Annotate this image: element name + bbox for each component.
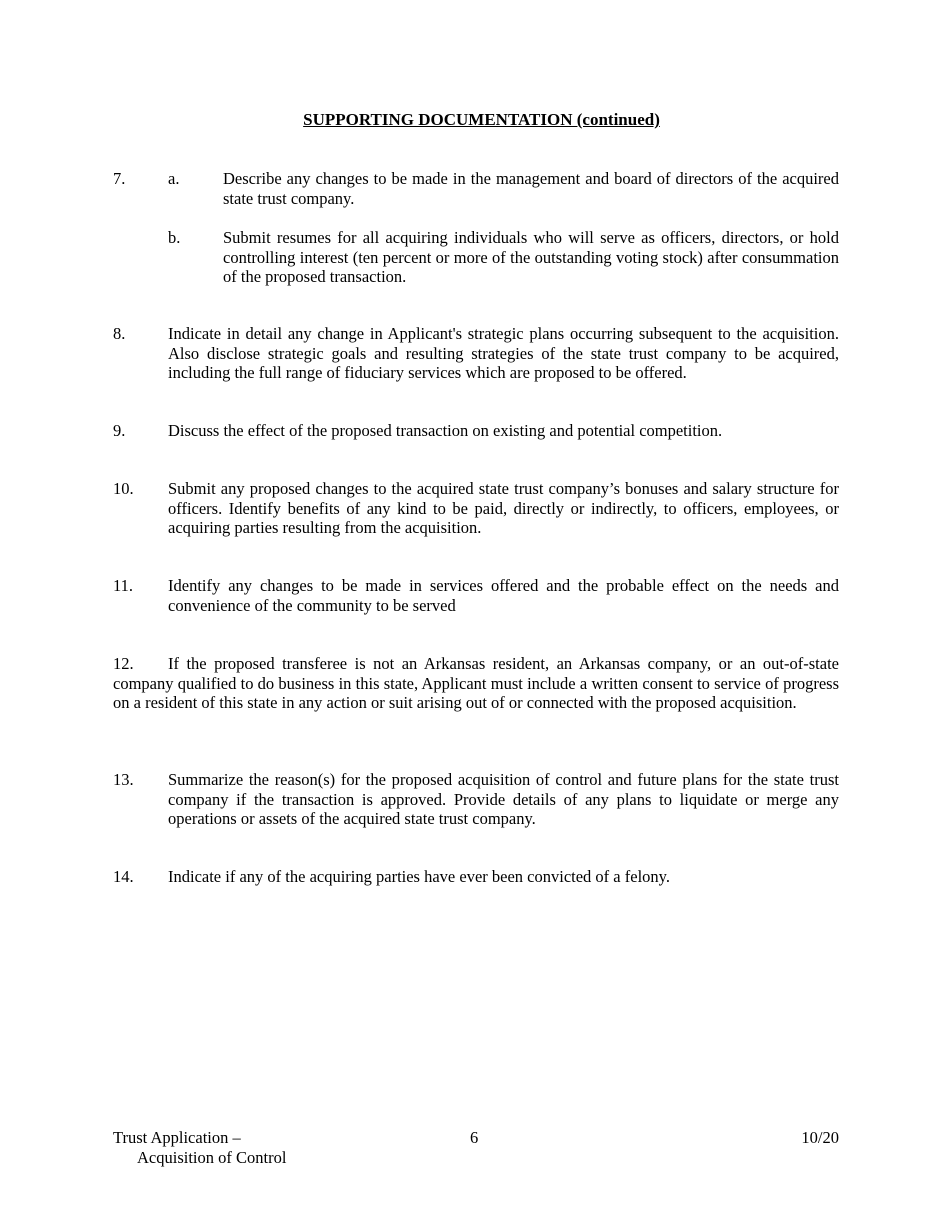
item-number: 13. (113, 770, 134, 789)
page-footer (113, 1128, 839, 1172)
item-number: 11. (113, 576, 134, 595)
item-7b-label: b. (168, 228, 181, 247)
item-number: 14. (113, 867, 134, 886)
item-text: Summarize the reason(s) for the proposed acquisition of control and future plans for the state trust company if the transaction is approved. Provide details of any plans to liquidate or merge any operations or assets of the acquired state trust company. (168, 770, 839, 829)
item-number: 8. (113, 324, 126, 343)
footer-revision-date: 10/20 (801, 1128, 839, 1147)
item-text: Indicate if any of the acquiring parties have ever been convicted of a felony. (168, 867, 670, 886)
footer-page-number: 6 (470, 1128, 479, 1147)
footer-document-subtitle: Acquisition of Control (137, 1148, 287, 1167)
item-text: Submit any proposed changes to the acquired state trust company’s bonuses and salary structure for officers. Identify benefits of any kind to be paid, directly or indirectly, to officers, employees, or acquiring parties resulting from the acquisition. (168, 479, 839, 538)
item-7b (113, 228, 839, 287)
item-7a-label: a. (168, 169, 180, 188)
item-10 (113, 479, 839, 538)
item-12 (113, 654, 839, 713)
item-number: 7. (113, 169, 126, 188)
item-number: 9. (113, 421, 126, 440)
item-8 (113, 324, 839, 383)
item-14 (113, 867, 839, 887)
item-text: If the proposed transferee is not an Arkansas resident, an Arkansas company, or an out-of-state company qualified to do business in this state, Applicant must include a written consent to service of progress on a resident of this state in any action or suit arising out of or connected with the proposed acquisition. (113, 654, 839, 713)
item-9 (113, 421, 839, 441)
item-number: 10. (113, 479, 134, 498)
item-7a-text: Describe any changes to be made in the management and board of directors of the acquired state trust company. (223, 169, 839, 208)
item-7b-text: Submit resumes for all acquiring individuals who will serve as officers, directors, or hold controlling interest (ten percent or more of the outstanding voting stock) after consummation of the proposed transaction. (223, 228, 839, 287)
item-text: Identify any changes to be made in services offered and the probable effect on the needs and convenience of the community to be served (168, 576, 839, 615)
item-11 (113, 576, 839, 615)
item-13 (113, 770, 839, 829)
page-heading: SUPPORTING DOCUMENTATION (continued) (303, 110, 660, 129)
footer-document-title: Trust Application – (113, 1128, 241, 1147)
item-text: Indicate in detail any change in Applicant's strategic plans occurring subsequent to the acquisition. Also disclose strategic goals and resulting strategies of the state trust company to be acquired, including the full range of fiduciary services which are proposed to be offered. (168, 324, 839, 383)
item-7 (113, 169, 839, 208)
item-number: 12. (113, 654, 134, 673)
item-text: Discuss the effect of the proposed transaction on existing and potential competition. (168, 421, 723, 440)
